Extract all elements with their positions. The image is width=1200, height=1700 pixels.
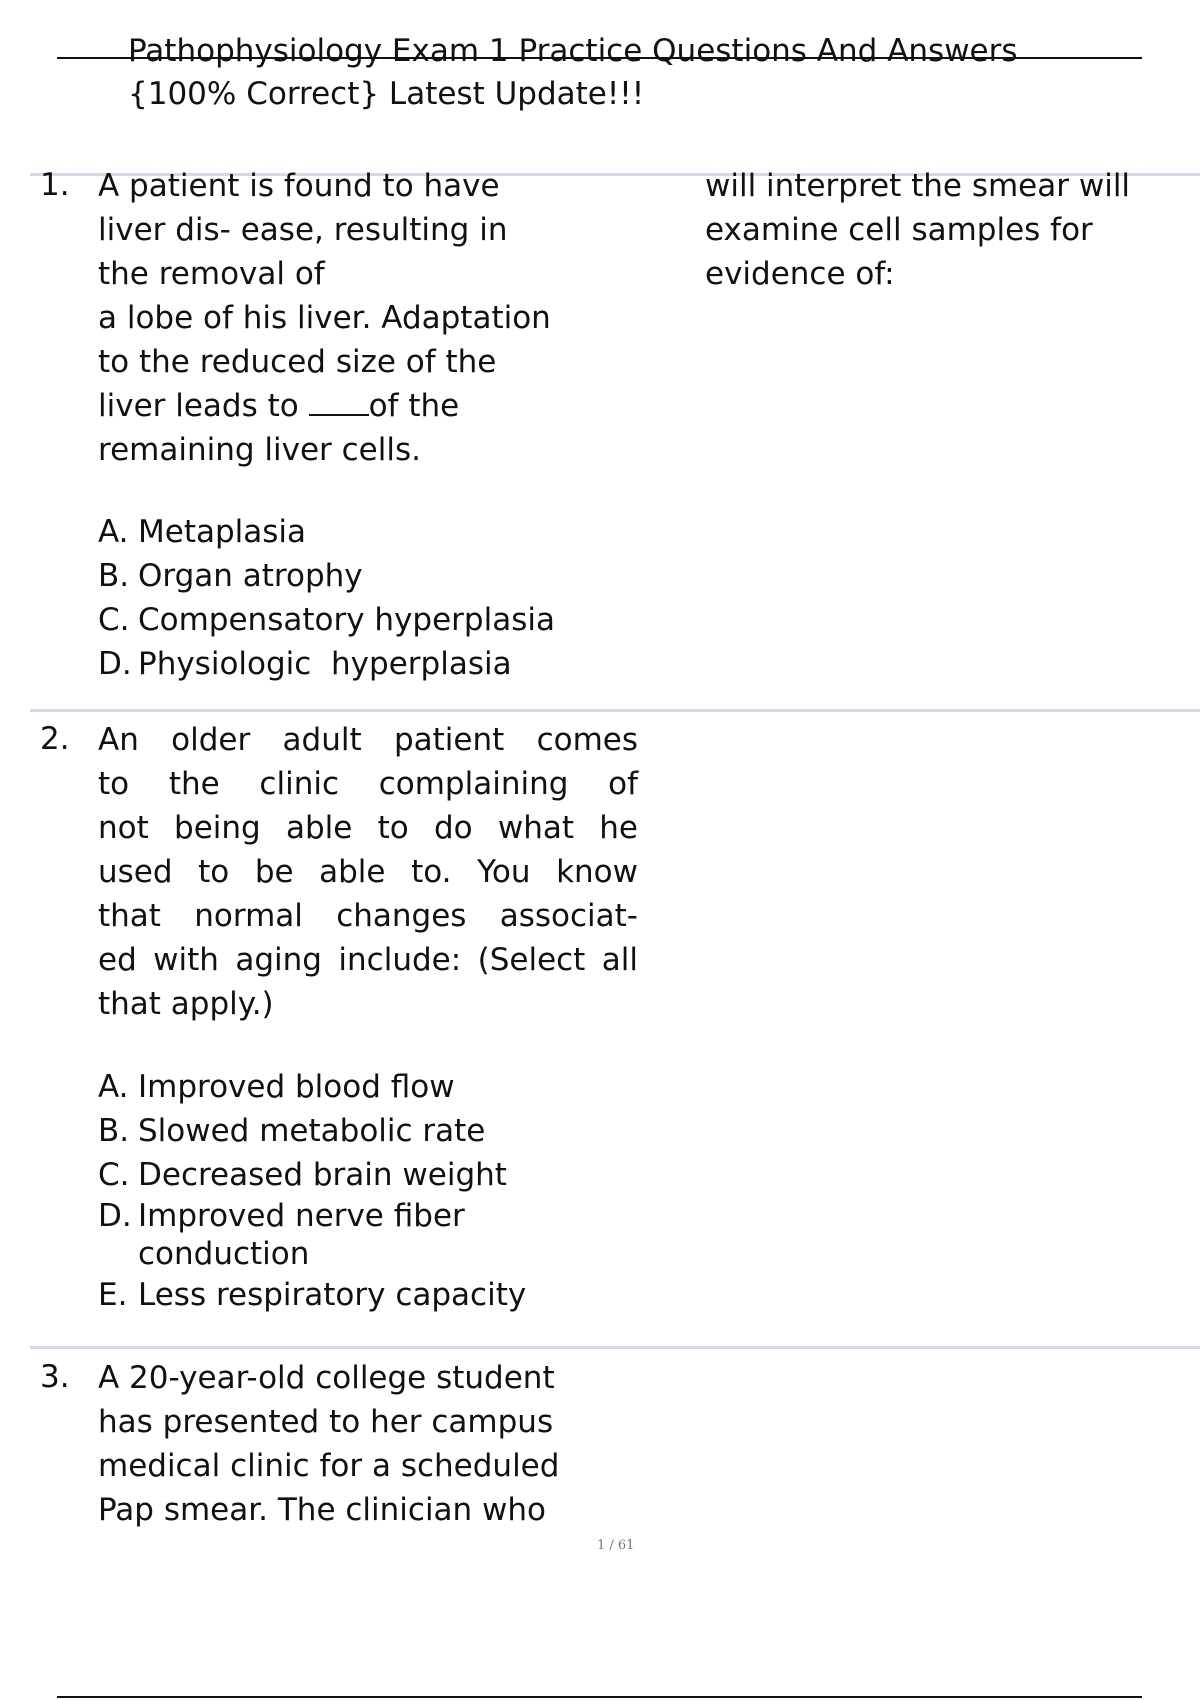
- answer-option: [98, 1273, 526, 1317]
- question-text-line: has presented to her campus: [98, 1404, 554, 1440]
- question-text-line: medical clinic for a scheduled: [98, 1448, 560, 1484]
- question-text-line: A patient is found to have: [98, 168, 500, 204]
- answer-option: [98, 1197, 526, 1273]
- question-text-line: remaining liver cells.: [98, 432, 421, 468]
- question-3-text: [98, 1356, 559, 1532]
- fill-in-blank: [309, 384, 369, 416]
- option-letter: C.: [98, 1157, 130, 1193]
- bottom-rule: [57, 1696, 1142, 1698]
- question-text-line: [98, 384, 551, 428]
- answer-option: [98, 1153, 526, 1197]
- answer-text-line: evidence of:: [705, 256, 895, 292]
- option-letter: B.: [98, 558, 130, 594]
- option-text: Compensatory hyperplasia: [138, 602, 555, 638]
- option-letter: B.: [98, 1113, 130, 1149]
- question-number: 3.: [40, 1359, 70, 1395]
- document-title: Pathophysiology Exam 1 Practice Questions And Answers: [128, 33, 1018, 69]
- page-number: 1 / 61: [597, 1538, 635, 1553]
- option-text: Organ atrophy: [138, 558, 363, 594]
- option-text: Decreased brain weight: [138, 1157, 507, 1193]
- question-1-options: [98, 510, 555, 686]
- question-2-text: [98, 718, 638, 1026]
- option-text: Metaplasia: [138, 514, 307, 550]
- option-text: Improved blood flow: [138, 1069, 455, 1105]
- question-text-line: the removal of: [98, 256, 325, 292]
- question-1-text: [98, 164, 551, 472]
- question-text-fragment: of the: [368, 388, 460, 424]
- question-text-line: used to be able to. You know: [98, 854, 638, 890]
- question-text-line: that normal changes associat-: [98, 898, 638, 934]
- question-text-line: not being able to do what he: [98, 810, 638, 846]
- question-text-line: that apply.): [98, 986, 274, 1022]
- question-2-options: [98, 1065, 526, 1317]
- option-letter: D.: [98, 646, 132, 682]
- option-text: [138, 1197, 465, 1273]
- answer-option: [98, 598, 555, 642]
- question-text-line: An older adult patient comes: [98, 722, 638, 758]
- option-letter: D.: [98, 1198, 132, 1234]
- option-text-line: conduction: [138, 1236, 310, 1272]
- answer-option: [98, 554, 555, 598]
- question-text-line: a lobe of his liver. Adaptation: [98, 300, 551, 336]
- option-letter: E.: [98, 1277, 128, 1313]
- question-number: 1.: [40, 167, 70, 203]
- answer-column-text: [705, 164, 1130, 296]
- document-subtitle: {100% Correct} Latest Update!!!: [128, 76, 645, 112]
- question-divider: [30, 709, 1200, 712]
- question-text-line: ed with aging include: (Select all: [98, 942, 638, 978]
- answer-text-line: examine cell samples for: [705, 212, 1093, 248]
- question-text-line: liver dis- ease, resulting in: [98, 212, 508, 248]
- option-letter: C.: [98, 602, 130, 638]
- answer-text-line: will interpret the smear will: [705, 168, 1131, 204]
- option-letter: A.: [98, 514, 129, 550]
- question-text-line: A 20-year-old college student: [98, 1360, 555, 1396]
- option-text: Less respiratory capacity: [138, 1277, 527, 1313]
- option-letter: A.: [98, 1069, 129, 1105]
- question-number: 2.: [40, 721, 70, 757]
- answer-option: [98, 1109, 526, 1153]
- question-divider: [30, 1346, 1200, 1349]
- question-text-line: to the reduced size of the: [98, 344, 497, 380]
- question-text-line: Pap smear. The clinician who: [98, 1492, 547, 1528]
- question-text-fragment: liver leads to: [98, 388, 299, 424]
- answer-option: [98, 510, 555, 554]
- option-text-line: Improved nerve fiber: [138, 1198, 465, 1234]
- answer-option: [98, 642, 555, 686]
- option-text: Physiologic hyperplasia: [138, 646, 512, 682]
- question-text-line: to the clinic complaining of: [98, 766, 638, 802]
- option-text: Slowed metabolic rate: [138, 1113, 486, 1149]
- answer-option: [98, 1065, 526, 1109]
